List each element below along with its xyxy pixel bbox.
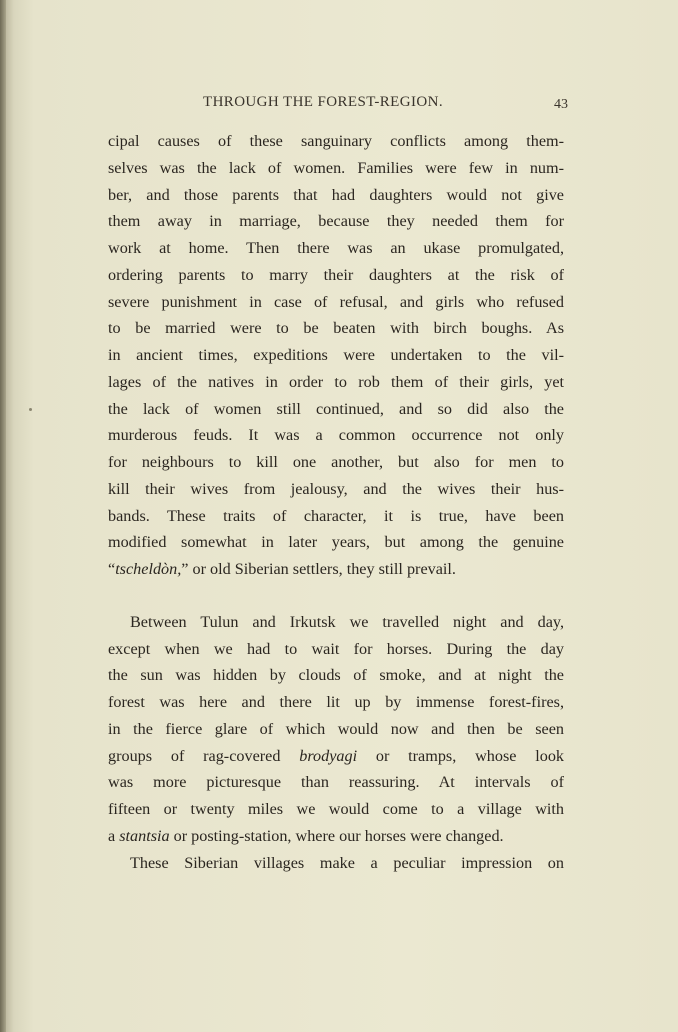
page-edge	[0, 0, 6, 1032]
text-line: murderous feuds. It was a common occurrence not only	[108, 426, 564, 445]
text-line: work at home. Then there was an ukase promulgated,	[108, 239, 564, 257]
text-line: in the fierce glare of which would now and then be seen	[108, 719, 564, 738]
running-title: THROUGH THE FOREST-REGION.	[203, 94, 443, 110]
body-text	[108, 128, 564, 876]
text-line: Between Tulun and Irkutsk we travelled night and day,	[130, 612, 564, 631]
line-text: groups of rag-covered	[108, 746, 300, 765]
italic-term: stantsia	[119, 826, 170, 845]
close-quote: ”	[181, 560, 189, 578]
text-line: the sun was hidden by clouds of smoke, and at night the	[108, 666, 564, 685]
line-text: a	[108, 826, 120, 845]
text-line: ber, and those parents that had daughters would not give	[108, 185, 564, 204]
paragraph-gap	[108, 583, 564, 609]
text-line	[108, 823, 564, 850]
text-line: selves was the lack of women. Families were few in num-	[108, 158, 564, 177]
text-line: lages of the natives in order to rob them of their girls, yet	[108, 372, 564, 391]
text-line: in ancient times, expeditions were undertaken to the vil-	[108, 346, 564, 364]
text-line: them away in marriage, because they needed them for	[108, 212, 564, 231]
line-text: or posting-station, where our horses were changed.	[169, 826, 504, 845]
line-text: or old Siberian settlers, they still prevail.	[188, 560, 456, 578]
text-line: These Siberian villages make a peculiar impression on	[130, 853, 564, 872]
text-line: for neighbours to kill one another, but also for men to	[108, 453, 564, 471]
text-line: forest was here and there lit up by immense forest-fires,	[108, 693, 564, 711]
paper-speck	[29, 408, 32, 411]
running-head	[108, 92, 570, 116]
text-line: fifteen or twenty miles we would come to a village with	[108, 800, 564, 818]
text-line: bands. These traits of character, it is true, have been	[108, 506, 564, 525]
text-line: to be married were to be beaten with birch boughs. As	[108, 319, 564, 338]
line-text: or tramps, whose look	[357, 746, 564, 765]
text-line: cipal causes of these sanguinary conflicts among them-	[108, 132, 564, 150]
text-line: was more picturesque than reassuring. At intervals of	[108, 773, 564, 792]
italic-term: tscheldòn,	[115, 560, 182, 578]
text-line	[108, 743, 564, 770]
text-line: the lack of women still continued, and so did also the	[108, 399, 564, 418]
text-line: kill their wives from jealousy, and the wives their hus-	[108, 479, 564, 498]
open-quote: “	[108, 560, 116, 578]
text-line	[108, 556, 564, 583]
page-number: 43	[554, 97, 568, 112]
text-line: modified somewhat in later years, but among the genuine	[108, 533, 564, 552]
text-line: except when we had to wait for horses. During the day	[108, 639, 564, 658]
italic-term: brodyagi	[299, 746, 358, 765]
text-line: severe punishment in case of refusal, and girls who refused	[108, 292, 564, 311]
text-line: ordering parents to marry their daughters at the risk of	[108, 265, 564, 284]
